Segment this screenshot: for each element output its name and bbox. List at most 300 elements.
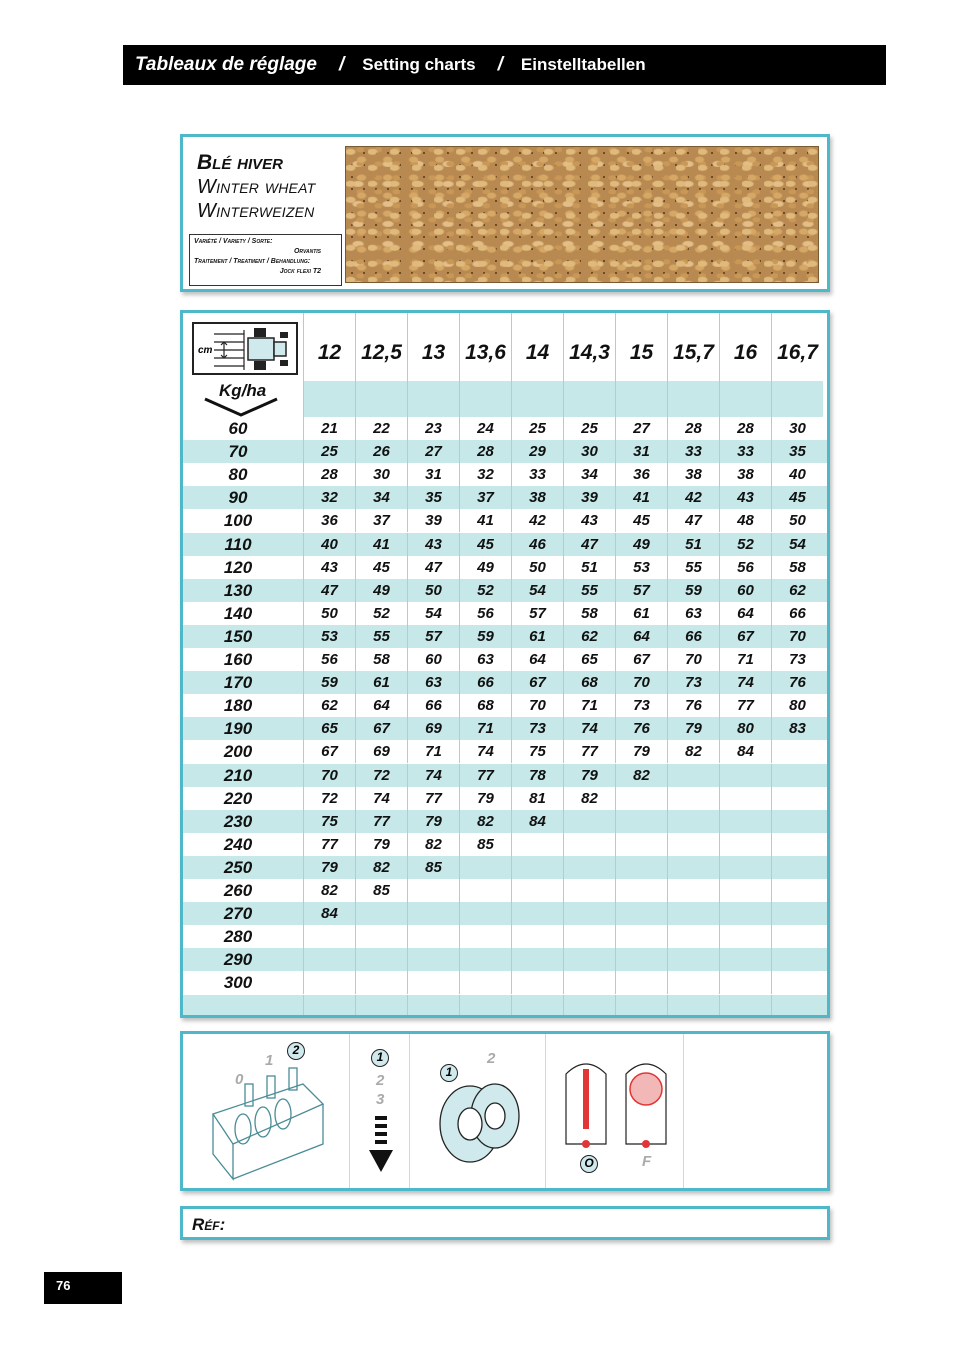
table-cell: 79 (563, 764, 615, 787)
table-row (183, 509, 827, 532)
table-cell: 64 (511, 648, 563, 671)
table-cell (511, 902, 563, 925)
table-cell: 84 (511, 810, 563, 833)
table-cell (719, 925, 771, 948)
crop-name-de: Winterweizen (197, 200, 315, 222)
row-rate-kg-ha: 260 (223, 881, 253, 900)
table-cell: 38 (511, 486, 563, 509)
table-cell: 28 (459, 440, 511, 463)
table-row (183, 579, 827, 602)
table-cell: 80 (771, 694, 823, 717)
table-cell: 71 (459, 717, 511, 740)
table-cell: 46 (511, 533, 563, 556)
table-cell: 41 (355, 533, 407, 556)
table-cell (563, 856, 615, 879)
table-cell: 66 (667, 625, 719, 648)
column-header (407, 313, 459, 417)
icon-cm-label: cm (198, 345, 213, 356)
table-cell: 51 (563, 556, 615, 579)
column-header-band (772, 381, 823, 417)
table-cell: 68 (459, 694, 511, 717)
treatment-value: Jock flexi T2 (279, 268, 321, 275)
column-header-label: 15,7 (673, 341, 714, 364)
table-cell: 42 (667, 486, 719, 509)
table-cell: 38 (667, 463, 719, 486)
gear-mark-1-selected: 1 (371, 1049, 389, 1067)
row-rate-kg-ha: 230 (223, 811, 253, 831)
table-cell: 60 (407, 648, 459, 671)
table-cell: 64 (355, 694, 407, 717)
table-cell: 47 (303, 579, 355, 602)
table-cell (407, 971, 459, 994)
table-cell: 71 (563, 694, 615, 717)
table-cell (615, 902, 667, 925)
table-cell: 67 (615, 648, 667, 671)
table-cell: 45 (355, 556, 407, 579)
variety-label: Variété / Variety / Sorte: (194, 238, 273, 245)
table-cell: 79 (667, 717, 719, 740)
column-divider (459, 995, 460, 1019)
table-row (183, 486, 827, 509)
table-cell: 22 (355, 417, 407, 440)
table-cell: 52 (459, 579, 511, 602)
table-cell: 75 (303, 810, 355, 833)
table-row (183, 971, 827, 994)
column-header-label: 12,5 (361, 341, 402, 364)
row-rate-kg-ha: 220 (223, 788, 253, 808)
column-divider (407, 995, 408, 1019)
lever-mark-0: 0 (235, 1071, 244, 1088)
column-divider (563, 995, 564, 1019)
row-rate-kg-ha: 70 (228, 442, 248, 462)
table-cell (459, 925, 511, 948)
table-cell: 73 (667, 671, 719, 694)
table-cell: 30 (355, 463, 407, 486)
table-cell: 55 (563, 579, 615, 602)
table-cell: 71 (719, 648, 771, 671)
treatment-label: Traitement / Treatment / Behandlung: (194, 258, 311, 265)
column-header-label: 16 (733, 341, 758, 364)
table-cell (615, 810, 667, 833)
table-cell: 21 (303, 417, 355, 440)
table-row (183, 764, 827, 787)
row-rate-kg-ha: 170 (223, 673, 253, 693)
table-cell: 50 (771, 509, 823, 532)
row-rate-kg-ha: 100 (223, 511, 253, 531)
table-cell: 78 (511, 764, 563, 787)
table-cell: 77 (459, 764, 511, 787)
table-cell: 58 (771, 556, 823, 579)
table-cell: 47 (667, 509, 719, 532)
column-header (459, 313, 511, 417)
table-cell (459, 948, 511, 971)
table-cell (511, 948, 563, 971)
shutter-mark-f: F (642, 1153, 652, 1170)
table-cell (459, 879, 511, 902)
table-cell (511, 971, 563, 994)
table-cell: 47 (407, 556, 459, 579)
tractor-row-spacing-icon (192, 322, 298, 375)
table-cell: 59 (303, 671, 355, 694)
table-cell (511, 856, 563, 879)
table-cell (719, 787, 771, 810)
table-cell: 34 (563, 463, 615, 486)
row-rate-kg-ha: 280 (223, 927, 253, 947)
table-cell (771, 856, 823, 879)
table-cell: 49 (355, 579, 407, 602)
table-cell: 77 (303, 833, 355, 856)
column-header-label: 14 (525, 341, 550, 364)
table-cell: 59 (459, 625, 511, 648)
table-cell: 79 (303, 856, 355, 879)
column-header (355, 313, 407, 417)
table-cell (303, 971, 355, 994)
table-cell (667, 902, 719, 925)
row-rate-kg-ha: 60 (228, 419, 248, 438)
column-header-label: 14,3 (569, 341, 610, 364)
column-header-band (668, 381, 719, 417)
hardware-settings-panel (180, 1031, 830, 1191)
table-cell (719, 879, 771, 902)
table-cell: 83 (771, 717, 823, 740)
table-cell: 75 (511, 740, 563, 763)
table-cell: 23 (407, 417, 459, 440)
column-header (615, 313, 667, 417)
table-cell: 39 (407, 509, 459, 532)
table-cell: 39 (563, 486, 615, 509)
table-cell (615, 787, 667, 810)
sprocket-mark-2: 2 (487, 1050, 496, 1067)
table-cell: 70 (771, 625, 823, 648)
table-cell (563, 879, 615, 902)
table-cell (459, 856, 511, 879)
table-cell: 62 (771, 579, 823, 602)
table-cell: 26 (355, 440, 407, 463)
table-cell: 30 (771, 417, 823, 440)
table-cell: 50 (303, 602, 355, 625)
table-cell: 66 (407, 694, 459, 717)
table-cell: 72 (355, 764, 407, 787)
row-rate-kg-ha: 160 (223, 650, 253, 669)
sprocket-section (410, 1034, 546, 1188)
crop-name-en: Winter wheat (197, 176, 316, 198)
table-cell: 62 (303, 694, 355, 717)
table-row (183, 556, 827, 579)
metering-lever-section (183, 1034, 350, 1188)
table-cell (719, 971, 771, 994)
table-footer-background (183, 995, 827, 1019)
table-cell (615, 879, 667, 902)
table-cell: 74 (719, 671, 771, 694)
column-header (511, 313, 563, 417)
table-cell (719, 764, 771, 787)
table-cell: 33 (511, 463, 563, 486)
table-cell (667, 879, 719, 902)
gear-steps-section (350, 1034, 410, 1188)
column-header-band (512, 381, 563, 417)
table-cell: 35 (407, 486, 459, 509)
table-cell (407, 948, 459, 971)
table-cell: 66 (771, 602, 823, 625)
table-cell: 67 (355, 717, 407, 740)
title-separator-2: / (497, 54, 503, 75)
title-separator-1: / (338, 54, 345, 75)
table-cell: 31 (407, 463, 459, 486)
column-header-label: 13 (421, 341, 446, 364)
table-cell (355, 925, 407, 948)
table-cell: 47 (563, 533, 615, 556)
table-row (183, 625, 827, 648)
table-row (183, 463, 827, 486)
table-cell: 53 (303, 625, 355, 648)
table-row (183, 694, 827, 717)
table-cell: 61 (355, 671, 407, 694)
table-cell (355, 902, 407, 925)
page-header-bar (123, 45, 886, 85)
table-cell: 70 (303, 764, 355, 787)
table-cell: 79 (459, 787, 511, 810)
table-cell (771, 833, 823, 856)
table-cell: 53 (615, 556, 667, 579)
table-cell: 24 (459, 417, 511, 440)
down-triangle-icon (203, 397, 279, 417)
table-cell: 56 (459, 602, 511, 625)
table-cell: 61 (511, 625, 563, 648)
table-cell (407, 925, 459, 948)
table-cell: 54 (407, 602, 459, 625)
table-cell: 41 (615, 486, 667, 509)
column-header-band (616, 381, 667, 417)
table-cell: 45 (615, 509, 667, 532)
column-divider (719, 995, 720, 1019)
table-cell (615, 833, 667, 856)
table-cell: 82 (303, 879, 355, 902)
table-cell: 43 (563, 509, 615, 532)
table-cell (407, 902, 459, 925)
column-header (667, 313, 719, 417)
table-cell: 49 (459, 556, 511, 579)
table-cell: 74 (563, 717, 615, 740)
page-number: 76 (44, 1272, 122, 1304)
row-rate-kg-ha: 190 (223, 719, 253, 739)
table-cell (615, 971, 667, 994)
table-cell (511, 833, 563, 856)
table-cell: 43 (407, 533, 459, 556)
table-cell (771, 971, 823, 994)
reference-panel (180, 1206, 830, 1240)
row-rate-kg-ha: 250 (223, 857, 253, 877)
column-header-band (564, 381, 615, 417)
table-cell: 25 (303, 440, 355, 463)
table-cell (771, 810, 823, 833)
column-header-band (304, 381, 355, 417)
table-cell: 40 (303, 533, 355, 556)
table-cell: 28 (667, 417, 719, 440)
table-cell: 55 (667, 556, 719, 579)
table-row (183, 671, 827, 694)
row-rate-kg-ha: 80 (228, 465, 248, 485)
table-cell: 43 (719, 486, 771, 509)
table-row (183, 948, 827, 971)
table-cell (615, 948, 667, 971)
table-cell: 73 (771, 648, 823, 671)
column-header-label: 16,7 (777, 341, 818, 364)
table-cell: 72 (303, 787, 355, 810)
table-cell: 85 (355, 879, 407, 902)
table-cell: 50 (511, 556, 563, 579)
table-cell: 64 (719, 602, 771, 625)
table-cell: 77 (563, 740, 615, 763)
title-fr: Tableaux de réglage (135, 54, 317, 75)
table-cell: 35 (771, 440, 823, 463)
table-cell (771, 879, 823, 902)
table-cell: 63 (459, 648, 511, 671)
table-cell: 79 (407, 810, 459, 833)
table-row (183, 902, 827, 925)
table-cell (667, 764, 719, 787)
shutter-mark-open-selected: O (580, 1155, 598, 1173)
table-cell: 82 (563, 787, 615, 810)
table-cell: 74 (407, 764, 459, 787)
table-cell: 65 (563, 648, 615, 671)
table-cell: 84 (303, 902, 355, 925)
table-cell (719, 902, 771, 925)
table-footer-band (183, 995, 827, 1019)
row-rate-kg-ha: 140 (223, 603, 253, 623)
table-cell: 70 (615, 671, 667, 694)
table-cell: 70 (511, 694, 563, 717)
table-cell: 58 (355, 648, 407, 671)
table-row (183, 879, 827, 902)
table-cell: 28 (303, 463, 355, 486)
table-cell: 71 (407, 740, 459, 763)
row-spacing-header (183, 313, 303, 381)
row-rate-kg-ha: 130 (223, 580, 253, 600)
table-cell: 57 (615, 579, 667, 602)
column-header (719, 313, 771, 417)
table-cell: 42 (511, 509, 563, 532)
gear-mark-3: 3 (376, 1091, 385, 1108)
column-header-band (460, 381, 511, 417)
row-rate-kg-ha: 110 (224, 534, 252, 554)
table-cell: 41 (459, 509, 511, 532)
table-row (183, 602, 827, 625)
table-cell: 51 (667, 533, 719, 556)
row-rate-kg-ha: 150 (223, 626, 253, 646)
table-cell: 37 (355, 509, 407, 532)
table-cell (667, 971, 719, 994)
table-cell: 57 (511, 602, 563, 625)
table-cell: 82 (355, 856, 407, 879)
table-cell: 68 (563, 671, 615, 694)
table-cell (719, 833, 771, 856)
table-cell: 70 (667, 648, 719, 671)
lever-mark-1: 1 (265, 1052, 274, 1069)
column-header-band (720, 381, 771, 417)
table-cell: 79 (615, 740, 667, 763)
table-cell: 52 (355, 602, 407, 625)
title-de: Einstelltabellen (520, 55, 646, 74)
table-cell (667, 833, 719, 856)
table-row (183, 787, 827, 810)
column-header-label: 13,6 (465, 341, 506, 364)
table-cell: 54 (511, 579, 563, 602)
table-cell: 82 (459, 810, 511, 833)
table-cell: 52 (719, 533, 771, 556)
table-cell (771, 902, 823, 925)
crop-panel (180, 134, 830, 292)
table-cell (719, 948, 771, 971)
table-cell (667, 925, 719, 948)
table-cell: 33 (667, 440, 719, 463)
table-cell: 27 (407, 440, 459, 463)
crop-name-fr: Blé hiver (197, 151, 284, 174)
table-cell (771, 787, 823, 810)
table-cell: 81 (511, 787, 563, 810)
shutter-section (546, 1034, 684, 1188)
table-row (183, 925, 827, 948)
column-header (771, 313, 823, 417)
table-cell: 36 (303, 509, 355, 532)
table-cell: 85 (459, 833, 511, 856)
table-cell (771, 925, 823, 948)
gear-mark-2: 2 (376, 1072, 385, 1089)
table-cell (667, 856, 719, 879)
table-cell: 77 (719, 694, 771, 717)
table-cell (563, 810, 615, 833)
column-divider (615, 995, 616, 1019)
table-cell (771, 740, 823, 763)
row-rate-kg-ha: 270 (223, 904, 253, 924)
table-cell: 77 (355, 810, 407, 833)
table-cell (563, 948, 615, 971)
table-cell: 66 (459, 671, 511, 694)
table-cell (303, 948, 355, 971)
crop-name (197, 151, 315, 223)
table-cell: 45 (459, 533, 511, 556)
row-rate-kg-ha: 290 (223, 950, 253, 970)
table-cell: 82 (615, 764, 667, 787)
table-cell (563, 902, 615, 925)
table-cell: 74 (459, 740, 511, 763)
column-divider (303, 995, 304, 1019)
table-cell: 64 (615, 625, 667, 648)
table-row (183, 440, 827, 463)
table-cell: 76 (615, 717, 667, 740)
row-rate-kg-ha: 120 (223, 557, 253, 577)
table-row (183, 533, 827, 556)
column-header-label: 15 (629, 341, 654, 364)
table-cell: 61 (615, 602, 667, 625)
row-rate-kg-ha: 200 (223, 742, 253, 762)
table-cell (563, 971, 615, 994)
table-cell: 67 (303, 740, 355, 763)
unit-kg-ha: Kg/ha (219, 381, 267, 400)
table-cell: 56 (719, 556, 771, 579)
table-cell: 84 (719, 740, 771, 763)
table-cell: 31 (615, 440, 667, 463)
table-cell: 69 (407, 717, 459, 740)
column-divider (771, 995, 772, 1019)
sprocket-mark-1-selected: 1 (440, 1064, 458, 1082)
reference-label: Réf: (192, 1215, 226, 1234)
row-rate-kg-ha: 90 (228, 488, 248, 508)
table-row (183, 648, 827, 671)
table-cell: 74 (355, 787, 407, 810)
table-cell (667, 810, 719, 833)
down-arrow-steps-icon (368, 1114, 394, 1176)
table-row (183, 810, 827, 833)
